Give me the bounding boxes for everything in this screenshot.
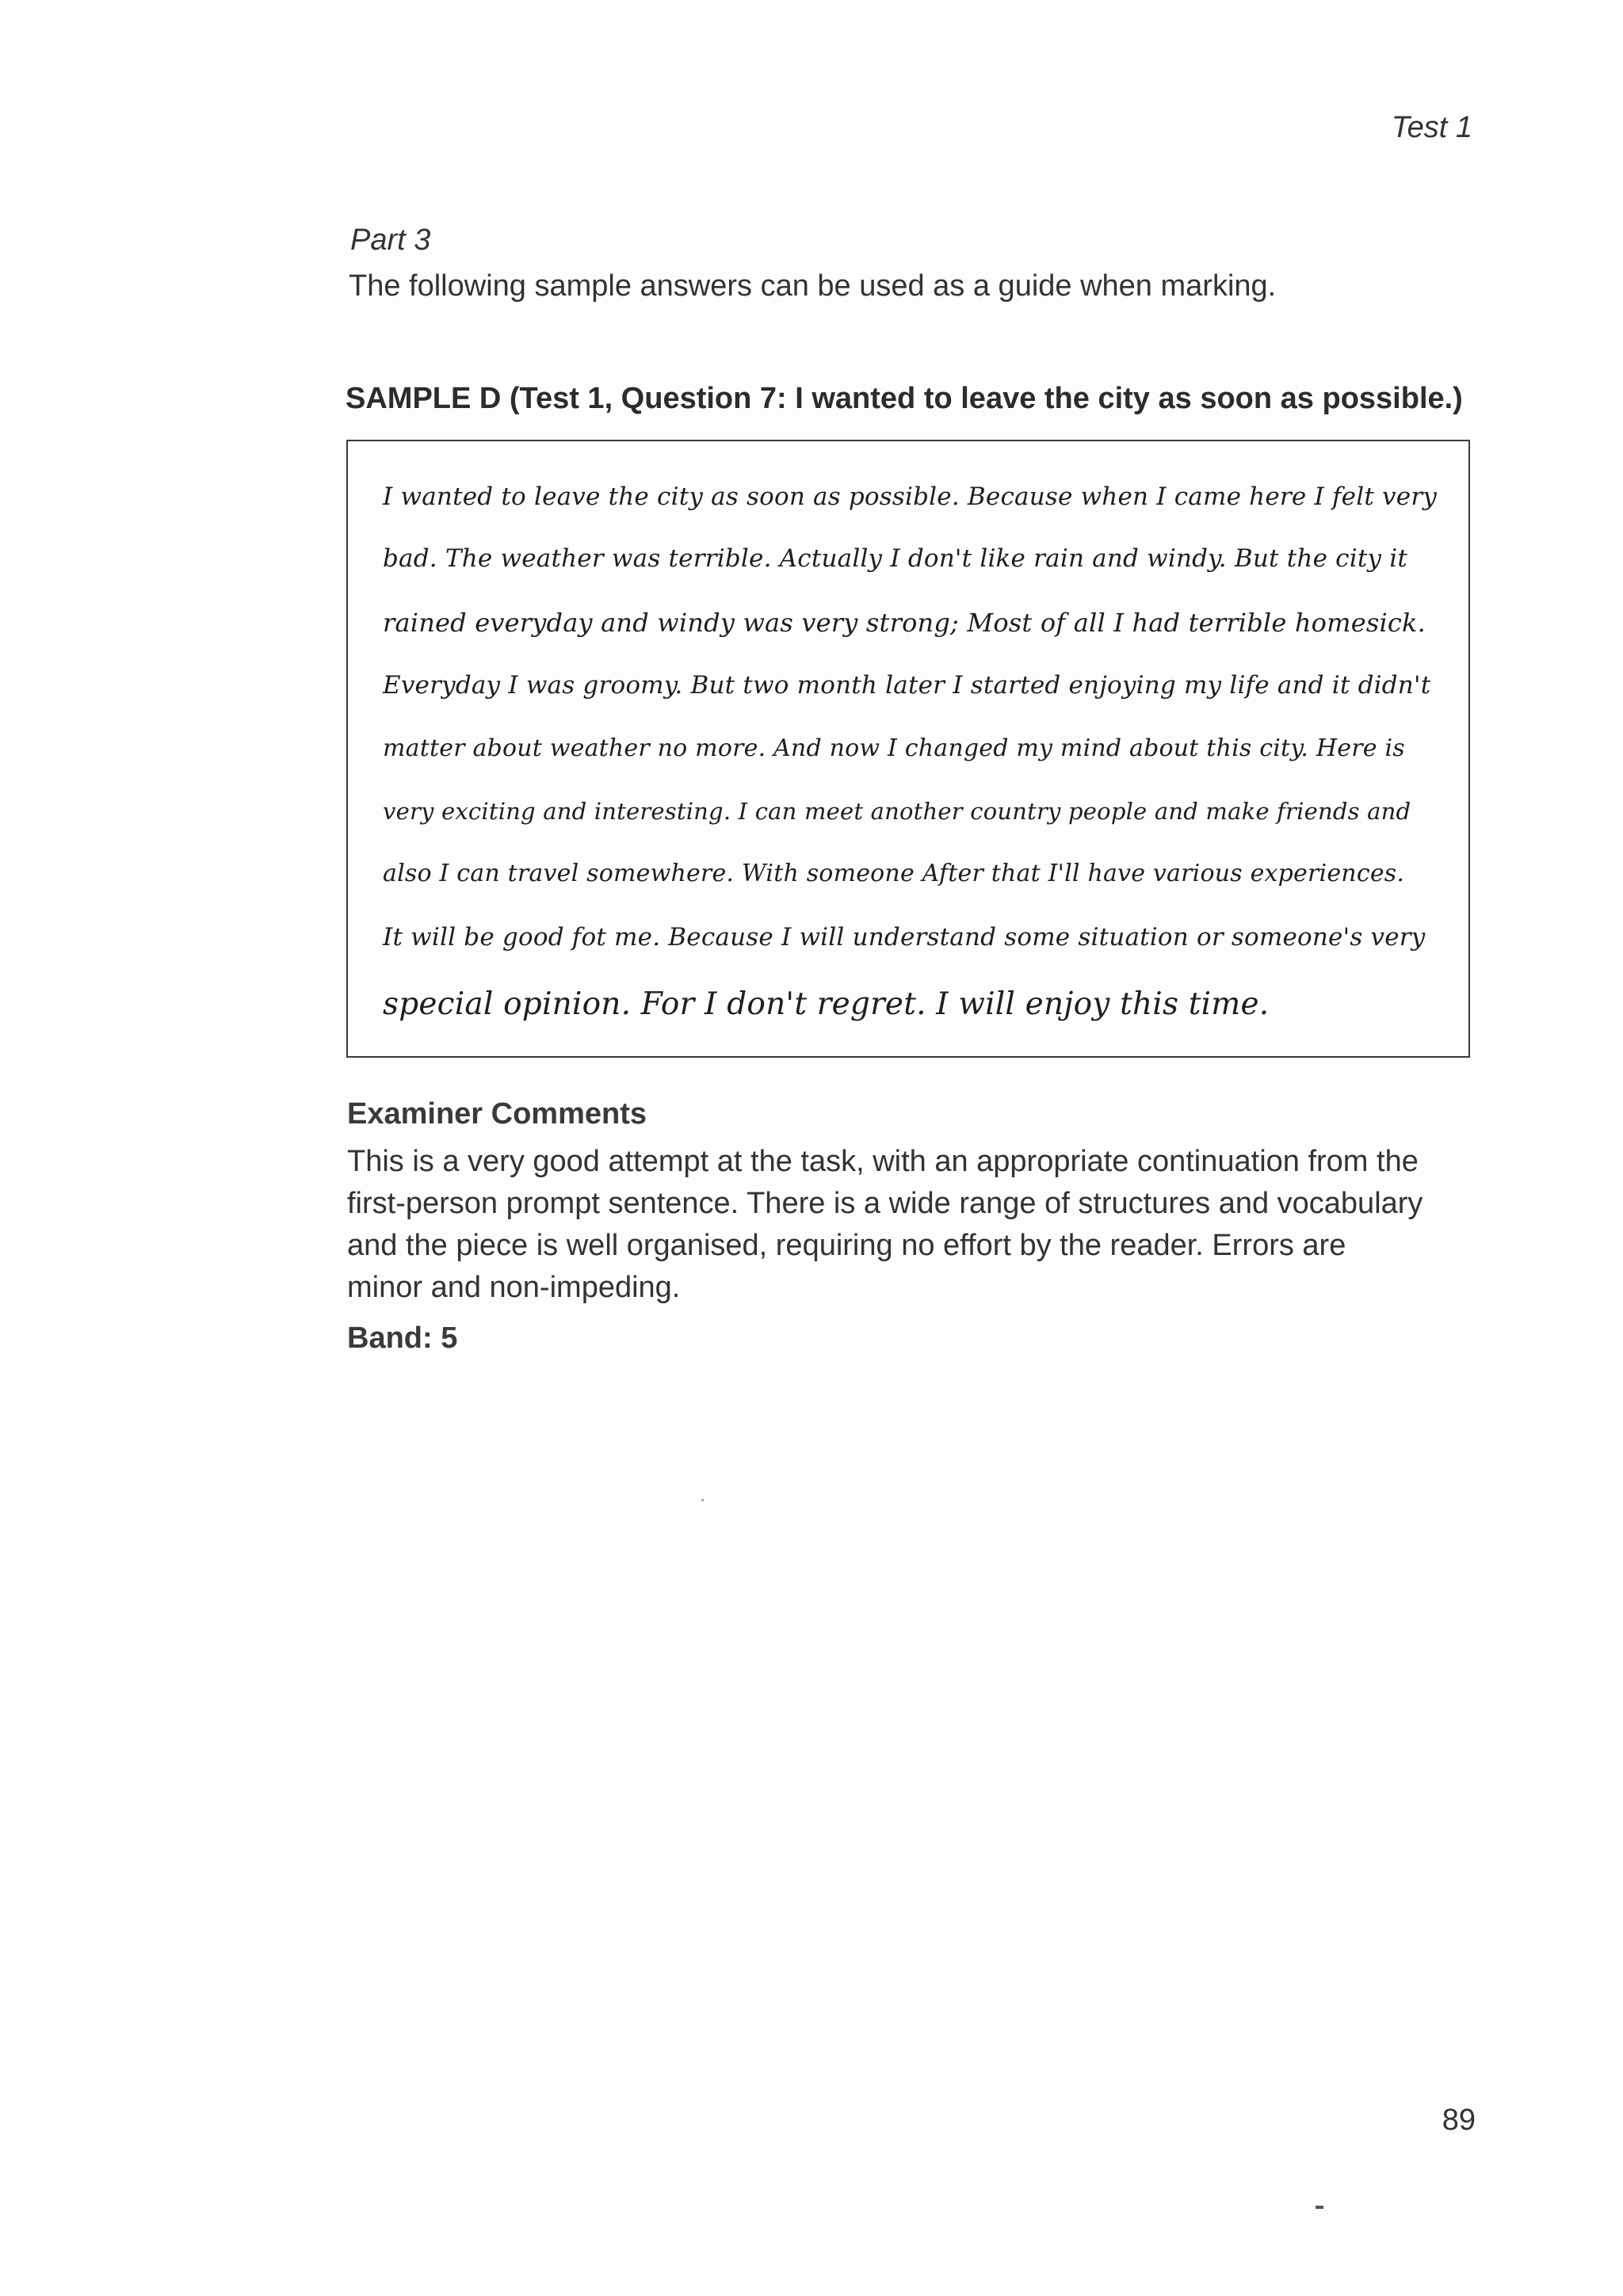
handwritten-line: matter about weather no more. And now I changed my mind about this city. Here is	[383, 734, 1405, 762]
handwritten-line: very exciting and interesting. I can meet another country people and make friends and	[383, 798, 1411, 825]
scan-speck	[701, 1499, 704, 1501]
band-score: Band: 5	[347, 1322, 458, 1355]
handwritten-line: bad. The weather was terrible. Actually I don't like rain and windy. But the city it	[383, 544, 1408, 573]
comment-line: This is a very good attempt at the task, with an appropriate continuation from the	[347, 1145, 1419, 1178]
examiner-comments-body	[347, 1141, 1472, 1309]
handwritten-line: Everyday I was groomy. But two month later I started enjoying my life and it didn't	[383, 671, 1431, 700]
examiner-comments-heading: Examiner Comments	[347, 1097, 647, 1131]
handwritten-line: also I can travel somewhere. With someone After that I'll have various experiences.	[383, 860, 1405, 887]
comment-line: minor and non-impeding.	[347, 1271, 681, 1304]
comment-line: first-person prompt sentence. There is a wide range of structures and vocabulary	[347, 1187, 1423, 1220]
handwritten-line: It will be good fot me. Because I will understand some situation or someone's very	[383, 923, 1426, 952]
scan-speck	[1316, 2206, 1323, 2209]
comment-line: and the piece is well organised, requiring no effort by the reader. Errors are	[347, 1229, 1346, 1262]
handwritten-line: rained everyday and windy was very strong; Most of all I had terrible homesick.	[383, 608, 1426, 638]
part-label: Part 3	[350, 223, 431, 257]
handwritten-line: special opinion. For I don't regret. I will enjoy this time.	[383, 986, 1270, 1022]
sample-heading: SAMPLE D (Test 1, Question 7: I wanted to leave the city as soon as possible.)	[346, 382, 1463, 415]
handwritten-line: I wanted to leave the city as soon as possible. Because when I came here I felt very	[383, 482, 1438, 511]
handwritten-sample-box	[346, 440, 1470, 1058]
running-head: Test 1	[1391, 111, 1472, 144]
page-number: 89	[1442, 2103, 1476, 2137]
part-intro: The following sample answers can be used as a guide when marking.	[349, 269, 1277, 303]
